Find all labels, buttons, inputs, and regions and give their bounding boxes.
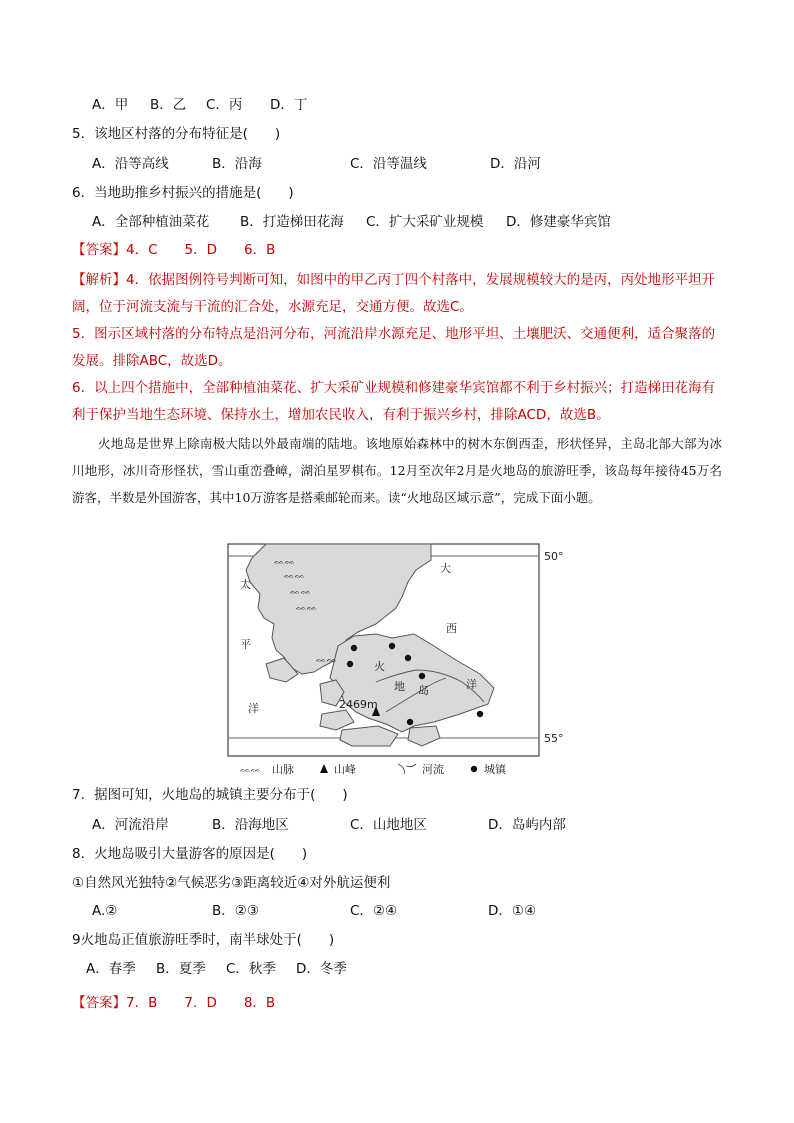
legend-mountain-label: 山脉 bbox=[272, 763, 294, 776]
legend-town-icon bbox=[471, 766, 477, 772]
q5-option-c: C．沿等温线 bbox=[350, 156, 427, 172]
svg-text:ᨐᨐ: ᨐᨐ bbox=[296, 603, 318, 613]
legend-peak-icon bbox=[320, 764, 328, 773]
q7-option-c: C．山地地区 bbox=[350, 817, 427, 833]
atlantic-char-3: 洋 bbox=[466, 678, 477, 691]
town-dot bbox=[389, 643, 395, 649]
q8-stem: 8．火地岛吸引大量游客的原因是( ) bbox=[72, 846, 308, 862]
q7-option-d: D．岛屿内部 bbox=[488, 817, 566, 833]
map-legend bbox=[240, 762, 507, 776]
town-dot bbox=[407, 719, 413, 725]
q6-option-c: C．扩大采矿业规模 bbox=[366, 214, 484, 230]
atlantic-char-2: 西 bbox=[446, 622, 457, 635]
answer-tag: 【答案】 bbox=[72, 995, 126, 1011]
peak-label: 2469m bbox=[339, 698, 378, 711]
q7-option-a: A．河流沿岸 bbox=[92, 817, 169, 833]
island-char-1: 火 bbox=[374, 660, 385, 673]
analysis-4-text: 4．依据图例符号判断可知，如图中的甲乙丙丁四个村落中，发展规模较大的是丙，丙处地形平坦开阔，位于河流支流与干流的汇合处，水源充足，交通方便。故选C。 bbox=[72, 272, 716, 315]
reading-passage: 火地岛是世界上除南极大陆以外最南端的陆地。该地原始森林中的树木东倒西歪，形状怪异，主岛北部大部为冰川地形，冰川奇形怪状，雪山重峦叠嶂，湖泊星罗棋布。12月至次年2月是火地岛的旅游旺季，该岛每年接待45万名游客，半数是外国游客，其中10万游客是搭乘邮轮而来。读“火地岛区域示意”，完成下面小题。 bbox=[72, 436, 722, 505]
q6-option-a: A．全部种植油菜花 bbox=[92, 214, 210, 230]
answer-tag: 【答案】 bbox=[72, 242, 126, 258]
town-dot bbox=[347, 661, 353, 667]
legend-mountain-icon: ᨐᨐ bbox=[240, 765, 262, 775]
analysis-6: 6．以上四个措施中，全部种植油菜花、扩大采矿业规模和修建豪华宾馆都不利于乡村振兴；打造梯田花海有利于保护当地生态环境、保持水土，增加农民收入，有利于振兴乡村，排除ACD，故选B。 bbox=[72, 380, 716, 423]
pacific-char-2: 平 bbox=[240, 638, 251, 651]
q6-option-d: D．修建豪华宾馆 bbox=[506, 214, 611, 230]
town-dot bbox=[405, 655, 411, 661]
answer-text: 4．C 5．D 6．B bbox=[126, 242, 276, 258]
q8-option-a: A.② bbox=[92, 903, 118, 919]
legend-peak-label: 山峰 bbox=[334, 763, 356, 776]
answer-text: 7．B 7．D 8．B bbox=[126, 995, 276, 1011]
q5-option-b: B．沿海 bbox=[212, 156, 262, 172]
atlantic-char-1: 大 bbox=[440, 562, 451, 575]
q8-option-d: D．①④ bbox=[488, 903, 537, 919]
q9-stem: 9火地岛正值旅游旺季时，南半球处于( ) bbox=[72, 932, 335, 948]
q8-statements: ①自然风光独特②气候恶劣③距离较近④对外航运便利 bbox=[72, 875, 391, 891]
legend-river-icon bbox=[398, 764, 416, 774]
town-dot bbox=[351, 645, 357, 651]
q5-option-d: D．沿河 bbox=[490, 156, 541, 172]
q9-option-d: D．冬季 bbox=[296, 961, 347, 977]
answer-block-1 bbox=[72, 240, 275, 260]
analysis-tag: 【解析】 bbox=[72, 272, 126, 288]
lat-top-label: 50° bbox=[544, 550, 564, 563]
analysis-4 bbox=[72, 267, 722, 321]
q4-option-d: D．丁 bbox=[270, 97, 308, 113]
q4-option-c: C．丙 bbox=[206, 97, 243, 113]
q5-stem: 5．该地区村落的分布特征是( ) bbox=[72, 126, 281, 142]
q6-option-b: B．打造梯田花海 bbox=[240, 214, 344, 230]
town-dot bbox=[419, 673, 425, 679]
q8-option-b: B．②③ bbox=[212, 903, 259, 919]
pacific-char-3: 洋 bbox=[248, 702, 259, 715]
legend-town-label: 城镇 bbox=[484, 763, 506, 776]
svg-text:ᨐᨐ: ᨐᨐ bbox=[290, 587, 312, 597]
q7-option-b: B．沿海地区 bbox=[212, 817, 289, 833]
analysis-5: 5．图示区域村落的分布特点是沿河分布，河流沿岸水源充足、地形平坦、土壤肥沃、交通便利，适合聚落的发展。排除ABC，故选D。 bbox=[72, 326, 716, 369]
island-char-2: 地 bbox=[394, 680, 405, 693]
legend-river-label: 河流 bbox=[422, 763, 444, 776]
q6-stem: 6．当地助推乡村振兴的措施是( ) bbox=[72, 185, 294, 201]
svg-text:ᨐᨐ: ᨐᨐ bbox=[284, 571, 306, 581]
q9-option-a: A．春季 bbox=[86, 961, 136, 977]
q8-option-c: C．②④ bbox=[350, 903, 398, 919]
q7-stem: 7．据图可知，火地岛的城镇主要分布于( ) bbox=[72, 787, 348, 803]
town-dot bbox=[477, 711, 483, 717]
answer-block-2 bbox=[72, 993, 275, 1013]
svg-text:ᨐᨐ: ᨐᨐ bbox=[316, 655, 338, 665]
lat-bottom-label: 55° bbox=[544, 732, 564, 745]
q9-option-c: C．秋季 bbox=[226, 961, 276, 977]
q4-option-b: B．乙 bbox=[150, 97, 187, 113]
q5-option-a: A．沿等高线 bbox=[92, 156, 169, 172]
q9-option-b: B．夏季 bbox=[156, 961, 206, 977]
svg-text:ᨐᨐ: ᨐᨐ bbox=[274, 557, 296, 567]
island-char-3: 岛 bbox=[418, 684, 429, 697]
tierra-del-fuego-map bbox=[226, 542, 570, 778]
pacific-char-1: 太 bbox=[240, 578, 251, 591]
q4-option-a: A．甲 bbox=[92, 97, 129, 113]
